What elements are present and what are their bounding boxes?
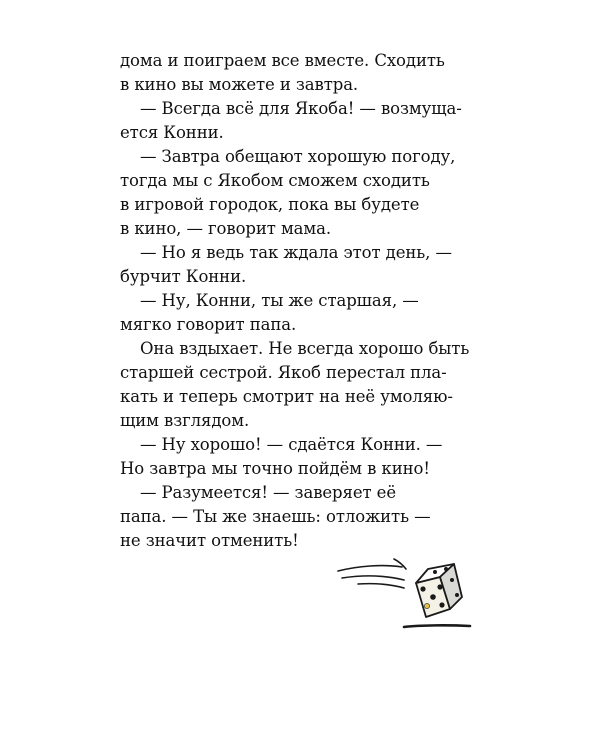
rolling-dice-illustration <box>330 555 475 635</box>
dialogue-line: — Но я ведь так ждала этот день, — <box>140 243 452 262</box>
text-line: ется Конни. <box>120 123 224 142</box>
text-line: щим взглядом. <box>120 411 250 430</box>
motion-lines-icon <box>338 559 406 588</box>
text-line: старшей сестрой. Якоб перестал пла- <box>120 363 447 382</box>
dialogue-line: — Завтра обещают хорошую погоду, <box>140 147 456 166</box>
text-line: в игровой городок, пока вы будете <box>120 195 420 214</box>
text-line: мягко говорит папа. <box>120 315 297 334</box>
text-line: тогда мы с Якобом сможем сходить <box>120 171 430 190</box>
ground-line <box>404 625 470 627</box>
text-line: в кино вы можете и завтра. <box>120 75 359 94</box>
dice-icon <box>416 564 462 617</box>
text-line: кать и теперь смотрит на неё умоляю- <box>120 387 453 406</box>
text-line: бурчит Конни. <box>120 267 247 286</box>
text-line: папа. — Ты же знаешь: отложить — <box>120 507 431 526</box>
text-line: Но завтра мы точно пойдём в кино! <box>120 459 430 478</box>
dialogue-line: — Всегда всё для Якоба! — возмуща- <box>140 99 462 118</box>
dialogue-line: — Разумеется! — заверяет её <box>140 483 396 502</box>
text-line: не значит отменить! <box>120 531 299 550</box>
text-line: дома и поиграем все вместе. Сходить <box>120 51 445 70</box>
dialogue-line: — Ну хорошо! — сдаётся Конни. — <box>140 435 443 454</box>
dialogue-line: — Ну, Конни, ты же старшая, — <box>140 291 419 310</box>
paragraph-line: Она вздыхает. Не всегда хорошо быть <box>140 339 470 358</box>
text-line: в кино, — говорит мама. <box>120 219 332 238</box>
